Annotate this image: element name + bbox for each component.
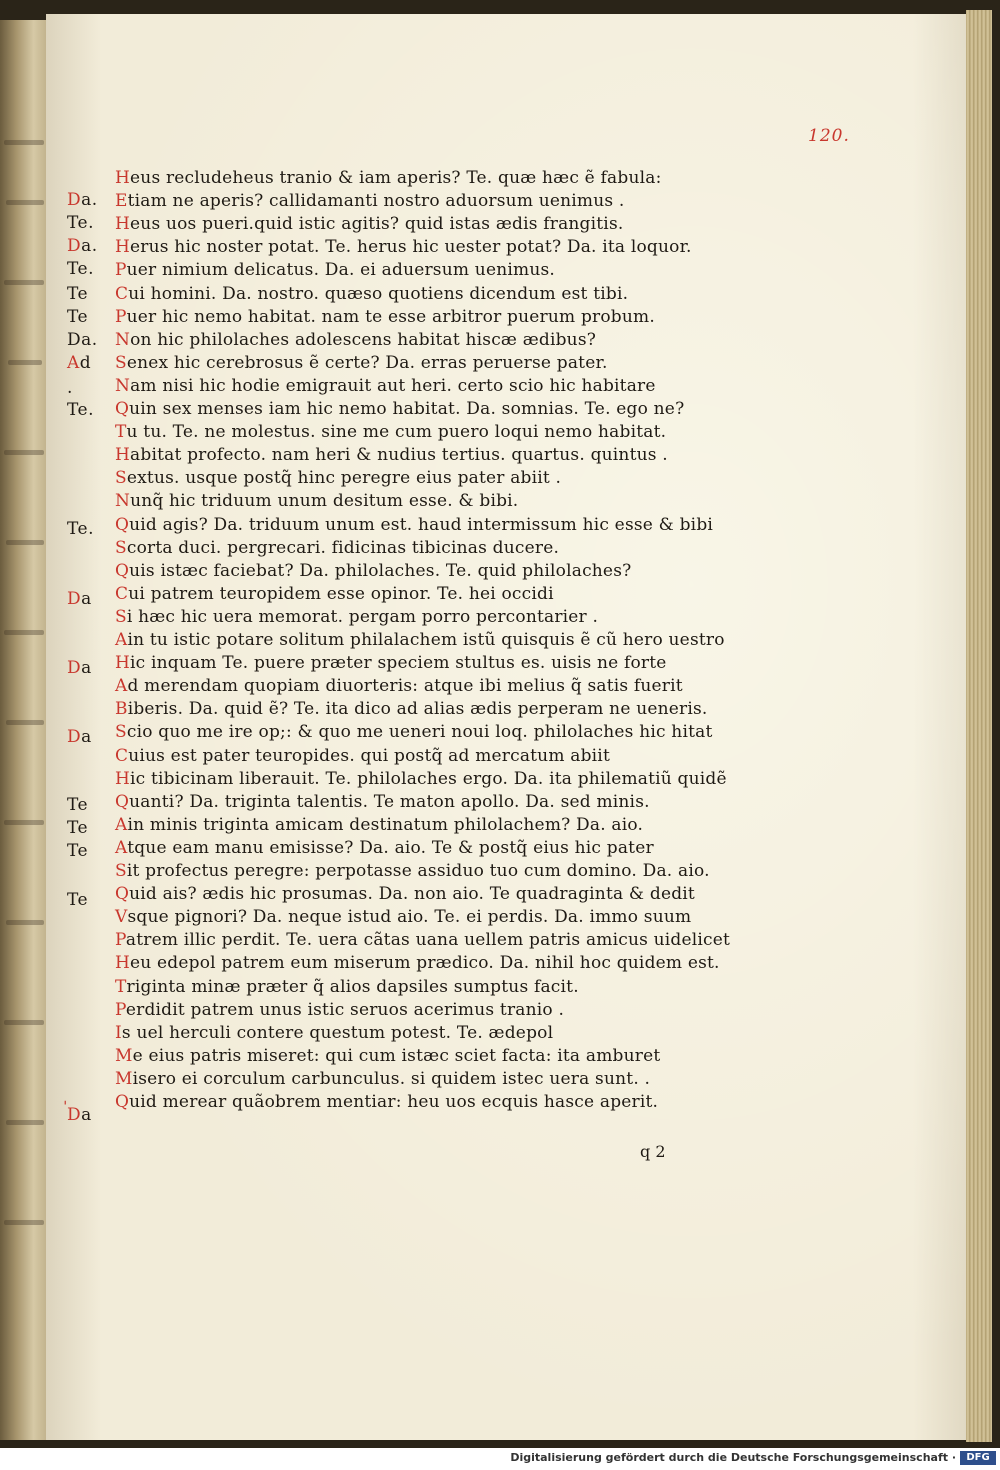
text-line	[115, 884, 735, 904]
folio-number: 120.	[808, 126, 850, 146]
text-line	[115, 307, 735, 327]
rubricated-initial: P	[115, 930, 126, 950]
rubricated-initial: Q	[115, 399, 130, 419]
rubricated-initial: Q	[115, 792, 130, 812]
line-text: enex hic cerebrosus ẽ certe? Da. erras peruerse pater.	[126, 353, 608, 373]
line-text: abitat profecto. nam heri & nudius tertius. quartus. quintus .	[130, 445, 668, 465]
rubricated-initial: E	[115, 191, 128, 211]
speaker-label: Te.	[67, 213, 94, 233]
line-text: ui patrem teuropidem esse opinor. Te. hei occidi	[128, 584, 554, 604]
text-line	[115, 722, 735, 742]
rubricated-initial: N	[115, 376, 131, 396]
line-text: erus hic noster potat. Te. herus hic uester potat? Da. ita loquor.	[130, 237, 692, 257]
rubricated-initial: I	[115, 1023, 122, 1043]
speaker-label: Te	[67, 307, 89, 327]
text-line	[115, 1069, 735, 1089]
line-text: on hic philolaches adolescens habitat hiscæ ædibus?	[130, 330, 597, 350]
line-text: ui homini. Da. nostro. quæso quotiens dicendum est tibi.	[128, 284, 629, 304]
text-line	[115, 1046, 735, 1066]
text-line	[115, 838, 735, 858]
rubricated-initial: T	[115, 422, 127, 442]
line-text: erdidit patrem unus istic seruos acerimus tranio .	[125, 1000, 565, 1020]
speaker-label: Te	[67, 818, 89, 838]
line-text: uanti? Da. triginta talentis. Te maton apollo. Da. sed minis.	[129, 792, 650, 812]
rubricated-initial: S	[115, 468, 127, 488]
rubricated-initial: M	[115, 1046, 133, 1066]
text-line	[115, 1000, 735, 1020]
rubricated-initial: C	[115, 746, 129, 766]
rubricated-initial: S	[115, 722, 127, 742]
text-line	[115, 746, 735, 766]
line-text: tiam ne aperis? callidamanti nostro aduorsum uenimus .	[127, 191, 625, 211]
rubricated-initial: H	[115, 214, 131, 234]
speaker-label: Da	[67, 658, 92, 678]
rubricated-initial: A	[115, 815, 128, 835]
rubric-tick: ˈ	[63, 1098, 68, 1117]
speaker-label: Te.	[67, 259, 94, 279]
line-text: s uel herculi contere questum potest. Te. ædepol	[121, 1023, 554, 1043]
footer-bar	[0, 1448, 1000, 1470]
line-text: uer nimium delicatus. Da. ei aduersum uenimus.	[126, 260, 555, 280]
signature-mark: q 2	[640, 1142, 666, 1161]
rubricated-initial: P	[115, 307, 127, 327]
text-line	[115, 284, 735, 304]
text-line	[115, 399, 735, 419]
line-text: extus. usque postq̃ hinc peregre eius pater abiit .	[126, 468, 562, 488]
rubricated-initial: M	[115, 1069, 133, 1089]
speaker-label: Da.	[67, 236, 98, 256]
text-line	[115, 168, 735, 188]
speaker-label: Da	[67, 589, 92, 609]
text-line	[115, 561, 735, 581]
text-line	[115, 977, 735, 997]
line-text: d merendam quopiam diuorteris: atque ibi melius q̃ satis fuerit	[127, 676, 683, 696]
rubricated-initial: A	[115, 838, 128, 858]
text-line	[115, 815, 735, 835]
line-text: uius est pater teuropides. qui postq̃ ad mercatum abiit	[128, 746, 610, 766]
rubricated-initial: B	[115, 699, 128, 719]
text-line	[115, 468, 735, 488]
text-line	[115, 515, 735, 535]
text-line	[115, 607, 735, 627]
footer-text: Digitalisierung gefördert durch die Deutsche Forschungsgemeinschaft ·	[510, 1451, 956, 1464]
facing-page-edge	[0, 20, 48, 1440]
speaker-label: Da.	[67, 330, 98, 350]
line-text: uis istæc faciebat? Da. philolaches. Te. quid philolaches?	[129, 561, 632, 581]
line-text: am nisi hic hodie emigrauit aut heri. certo scio hic habitare	[130, 376, 656, 396]
line-text: ic inquam Te. puere præter speciem stultus es. uisis ne forte	[130, 653, 667, 673]
rubricated-initial: H	[115, 769, 131, 789]
line-text: uid merear quãobrem mentiar: heu uos ecquis hasce aperit.	[129, 1092, 659, 1112]
speaker-label: Te.	[67, 519, 94, 539]
text-line	[115, 1023, 735, 1043]
speaker-label: Te.	[67, 400, 94, 420]
speaker-label: Te	[67, 841, 89, 861]
line-text: cio quo me ire op;: & quo me ueneri noui loq. philolaches hic hitat	[126, 722, 713, 742]
rubricated-initial: H	[115, 168, 131, 188]
text-line	[115, 538, 735, 558]
text-line	[115, 653, 735, 673]
line-text: iberis. Da. quid ẽ? Te. ita dico ad alias ædis perperam ne ueneris.	[127, 699, 708, 719]
speaker-label: Da	[67, 727, 92, 747]
rubricated-initial: H	[115, 445, 131, 465]
line-text: uid agis? Da. triduum unum est. haud intermissum hic esse & bibi	[129, 515, 714, 535]
line-text: e eius patris miseret: qui cum istæc sciet facta: ita amburet	[132, 1046, 661, 1066]
dfg-logo: DFG	[960, 1451, 996, 1465]
page-stack-edge	[966, 10, 992, 1442]
rubricated-initial: S	[115, 538, 127, 558]
text-line	[115, 930, 735, 950]
line-text: eus uos pueri.quid istic agitis? quid istas ædis frangitis.	[130, 214, 624, 234]
rubricated-initial: Q	[115, 884, 130, 904]
rubricated-initial: C	[115, 584, 129, 604]
rubricated-initial: Q	[115, 561, 130, 581]
rubricated-initial: P	[115, 1000, 126, 1020]
text-line	[115, 445, 735, 465]
speaker-label: .	[67, 378, 73, 398]
rubricated-initial: C	[115, 284, 129, 304]
rubricated-initial: H	[115, 237, 131, 257]
line-text: tque eam manu emisisse? Da. aio. Te & postq̃ eius hic pater	[127, 838, 654, 858]
speaker-label: Te	[67, 890, 89, 910]
line-text: i hæc hic uera memorat. pergam porro percontarier .	[126, 607, 599, 627]
text-line	[115, 491, 735, 511]
line-text: isero ei corculum carbunculus. si quidem istec uera sunt. .	[132, 1069, 651, 1089]
speaker-label: Ad	[67, 353, 92, 373]
line-text: riginta minæ præter q̃ alios dapsiles sumptus facit.	[126, 977, 579, 997]
rubricated-initial: A	[115, 676, 128, 696]
text-line	[115, 699, 735, 719]
line-text: unq̃ hic triduum unum desitum esse. & bibi.	[130, 491, 519, 511]
rubricated-initial: S	[115, 607, 127, 627]
rubricated-initial: T	[115, 977, 127, 997]
rubricated-initial: S	[115, 353, 127, 373]
line-text: eu edepol patrem eum miserum prædico. Da. nihil hoc quidem est.	[130, 953, 720, 973]
line-text: in minis triginta amicam destinatum philolachem? Da. aio.	[127, 815, 644, 835]
text-line	[115, 376, 735, 396]
line-text: in tu istic potare solitum philalachem istũ quisquis ẽ cũ hero uestro	[127, 630, 725, 650]
text-line	[115, 584, 735, 604]
text-line	[115, 260, 735, 280]
rubricated-initial: A	[115, 630, 128, 650]
text-line	[115, 907, 735, 927]
text-line	[115, 353, 735, 373]
line-text: atrem illic perdit. Te. uera cãtas uana uellem patris amicus uidelicet	[125, 930, 731, 950]
text-line	[115, 191, 735, 211]
text-line	[115, 237, 735, 257]
text-line	[115, 953, 735, 973]
line-text: u tu. Te. ne molestus. sine me cum puero loqui nemo habitat.	[126, 422, 667, 442]
speaker-label: Te	[67, 284, 89, 304]
line-text: corta duci. pergrecari. fidicinas tibicinas ducere.	[126, 538, 560, 558]
rubricated-initial: N	[115, 491, 131, 511]
text-line	[115, 630, 735, 650]
speaker-label: Te	[67, 795, 89, 815]
rubricated-initial: H	[115, 653, 131, 673]
rubricated-initial: H	[115, 953, 131, 973]
text-line	[115, 422, 735, 442]
text-line	[115, 792, 735, 812]
rubricated-initial: P	[115, 260, 127, 280]
rubricated-initial: V	[115, 907, 128, 927]
speaker-label: Da	[67, 1105, 92, 1125]
line-text: sque pignori? Da. neque istud aio. Te. ei perdis. Da. immo suum	[127, 907, 692, 927]
line-text: uin sex menses iam hic nemo habitat. Da. somnias. Te. ego ne?	[129, 399, 685, 419]
text-line	[115, 330, 735, 350]
rubricated-initial: Q	[115, 1092, 130, 1112]
speaker-label: Da.	[67, 190, 98, 210]
line-text: uer hic nemo habitat. nam te esse arbitror puerum probum.	[126, 307, 655, 327]
text-line	[115, 861, 735, 881]
rubricated-initial: N	[115, 330, 131, 350]
text-line	[115, 769, 735, 789]
line-text: eus recludeheus tranio & iam aperis? Te. quæ hæc ẽ fabula:	[130, 168, 662, 188]
rubricated-initial: S	[115, 861, 127, 881]
text-line	[115, 676, 735, 696]
text-line	[115, 1092, 735, 1112]
text-line	[115, 214, 735, 234]
line-text: uid ais? ædis hic prosumas. Da. non aio. Te quadraginta & dedit	[129, 884, 695, 904]
line-text: it profectus peregre: perpotasse assiduo tuo cum domino. Da. aio.	[126, 861, 710, 881]
rubricated-initial: Q	[115, 515, 130, 535]
line-text: ic tibicinam liberauit. Te. philolaches ergo. Da. ita philematiũ quidẽ	[130, 769, 727, 789]
